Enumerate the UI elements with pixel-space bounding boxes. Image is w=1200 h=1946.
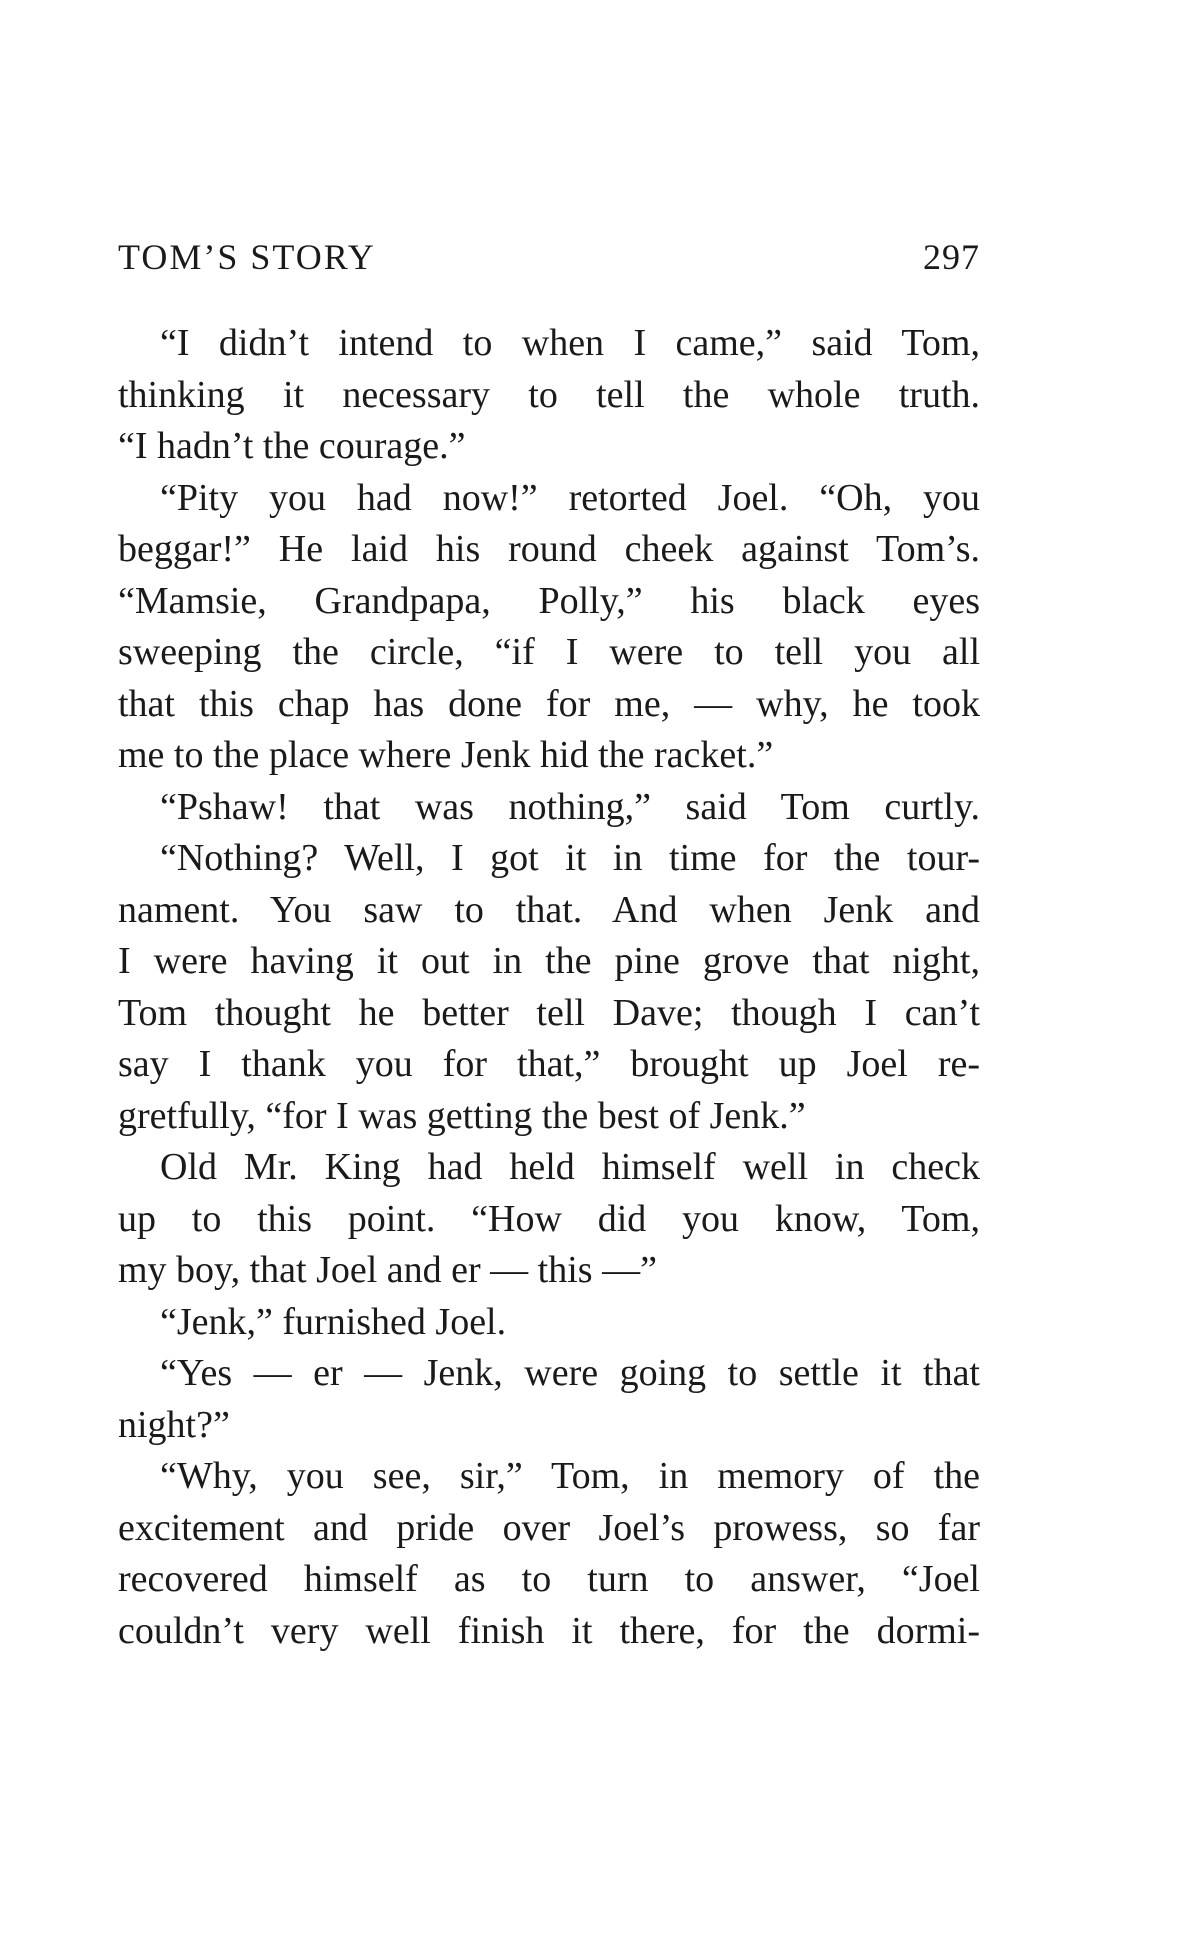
running-head (118, 232, 980, 282)
text-line: that this chap has done for me, — why, he took (118, 682, 980, 725)
text-line: excitement and pride over Joel’s prowess, so far (118, 1506, 980, 1549)
text-line: “Pshaw! that was nothing,” said Tom curtly. (160, 785, 980, 828)
text-line: “Jenk,” furnished Joel. (160, 1300, 507, 1343)
text-line: “Yes — er — Jenk, were going to settle it that (160, 1352, 980, 1394)
text-line: “Nothing? Well, I got it in time for the tour- (160, 837, 980, 879)
text-line: Old Mr. King had held himself well in check (160, 1146, 980, 1188)
text-line: “Pity you had now!” retorted Joel. “Oh, you (160, 476, 980, 519)
text-line: Tom thought he better tell Dave; though I can’t (118, 991, 980, 1034)
text-line: night?” (118, 1403, 230, 1446)
text-line: nament. You saw to that. And when Jenk and (118, 888, 980, 931)
running-head-title: TOM’S STORY (118, 237, 376, 277)
text-line: “Why, you see, sir,” Tom, in memory of the (160, 1455, 980, 1497)
page-number: 297 (923, 237, 980, 277)
text-line: couldn’t very well finish it there, for the dormi- (118, 1609, 980, 1652)
text-line: “I hadn’t the courage.” (118, 425, 466, 467)
body-text (118, 318, 980, 1657)
text-line: my boy, that Joel and er — this —” (118, 1249, 657, 1291)
text-line: gretfully, “for I was getting the best of Jenk.” (118, 1094, 806, 1137)
text-line: me to the place where Jenk hid the racket.” (118, 734, 774, 776)
text-line: beggar!” He laid his round cheek against Tom’s. (118, 528, 980, 570)
text-line: up to this point. “How did you know, Tom, (118, 1197, 980, 1240)
text-line: I were having it out in the pine grove that night, (118, 940, 980, 982)
text-line: “Mamsie, Grandpapa, Polly,” his black eyes (118, 579, 980, 622)
text-line: recovered himself as to turn to answer, “Joel (118, 1558, 980, 1600)
text-line: “I didn’t intend to when I came,” said Tom, (160, 322, 980, 364)
text-line: say I thank you for that,” brought up Joel re- (118, 1043, 980, 1085)
text-line: thinking it necessary to tell the whole truth. (118, 373, 980, 416)
text-line: sweeping the circle, “if I were to tell you all (118, 631, 980, 673)
